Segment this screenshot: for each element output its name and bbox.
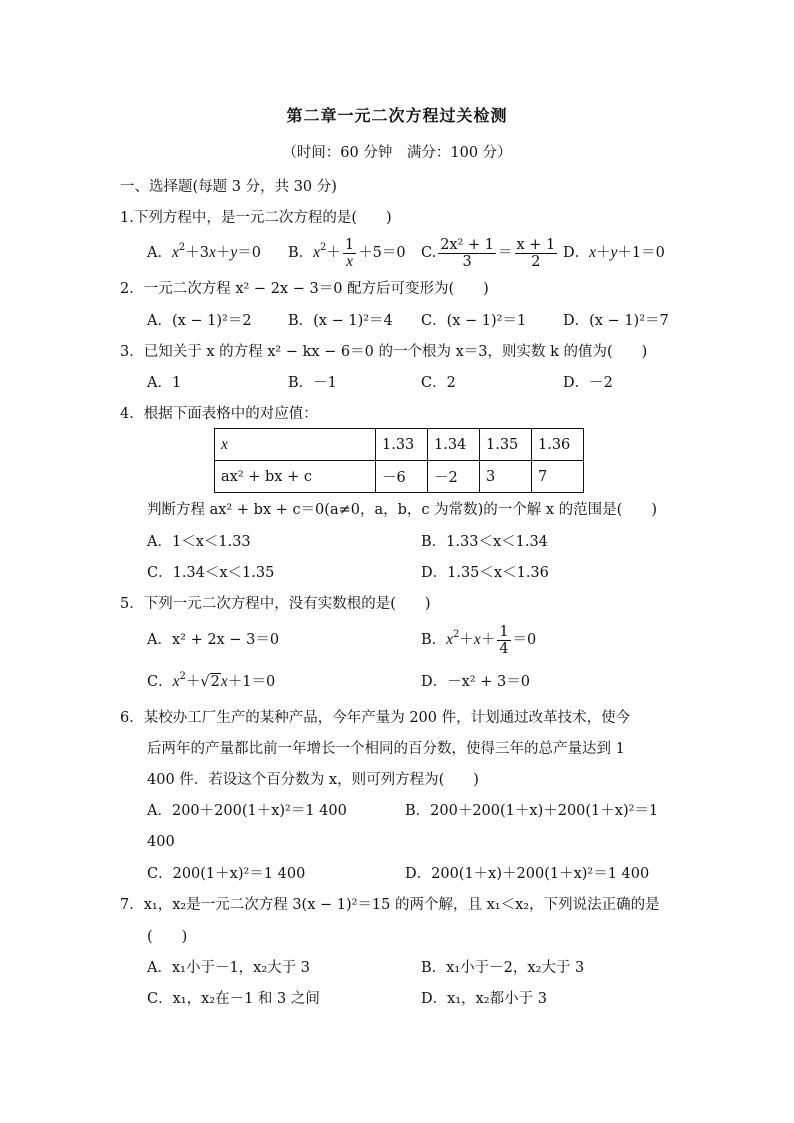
q6-option-c: C．200(1＋x)²＝1 400 — [147, 866, 306, 882]
table-cell: 1.34 — [428, 429, 480, 461]
q7-line-2: ( ) — [147, 929, 188, 945]
q7-line-1: 7．x₁，x₂是一元二次方程 3(x − 1)²＝15 的两个解，且 x₁＜x₂，下列说法正确的是 — [120, 897, 660, 913]
q6-line-3: 400 件．若设这个百分数为 x，则可列方程为( ) — [147, 772, 479, 788]
table-cell: 1.35 — [480, 429, 532, 461]
q1-option-b: B．$x^2+$ $\frac{1}{x}$ ＋5＝0 — [288, 236, 406, 270]
q4-option-d: D．1.35＜x＜1.36 — [421, 565, 549, 581]
q5-b-fraction: $\frac{1}{4}$ — [499, 623, 509, 657]
q2-option-d: D．(x − 1)²＝7 — [563, 313, 669, 329]
q3-option-c: C．2 — [421, 375, 456, 391]
q3-option-b: B．－1 — [288, 375, 337, 391]
q7-option-c: C．x₁，x₂在－1 和 3 之间 — [147, 991, 320, 1007]
table-row — [215, 429, 584, 461]
q6-line-1: 6．某校办工厂生产的某种产品，今年产量为 200 件，计划通过改革技术，使今 — [120, 710, 631, 726]
table-row — [215, 461, 584, 493]
q4-judge: 判断方程 ax² + bx + c＝0(a≠0，a，b，c 为常数)的一个解 x 的范围是( ) — [147, 502, 657, 518]
q6-option-b-continued: 400 — [147, 834, 175, 850]
q4-option-a: A．1＜x＜1.33 — [147, 534, 251, 550]
table-header-cell: x — [215, 429, 376, 461]
q1-b-fraction: $\frac{1}{x}$ — [344, 236, 355, 270]
q4-option-b: B．1.33＜x＜1.34 — [421, 534, 548, 550]
q3-stem: 3．已知关于 x 的方程 x² − kx − 6＝0 的一个根为 x＝3，则实数 k 的值为( ) — [120, 344, 648, 360]
table-cell: 1.36 — [532, 429, 584, 461]
q7-option-d: D．x₁，x₂都小于 3 — [421, 991, 547, 1007]
table-cell: －2 — [428, 461, 480, 493]
q5-option-b: B．$x^2+x+$ $\frac{1}{4}$ ＝0 — [421, 623, 537, 657]
q7-option-a: A．x₁小于－1，x₂大于 3 — [147, 960, 311, 976]
q2-option-c: C．(x − 1)²＝1 — [421, 313, 527, 329]
q6-option-a: A．200＋200(1＋x)²＝1 400 — [147, 803, 347, 819]
q6-option-d: D．200(1＋x)＋200(1＋x)²＝1 400 — [405, 866, 650, 882]
q1-stem: 1.下列方程中，是一元二次方程的是( ) — [120, 210, 392, 226]
q3-option-d: D．－2 — [563, 375, 613, 391]
q7-option-b: B．x₁小于－2，x₂大于 3 — [421, 960, 585, 976]
q6-option-b: B．200＋200(1＋x)＋200(1＋x)²＝1 — [405, 803, 659, 819]
table-cell: 7 — [532, 461, 584, 493]
q4-option-c: C．1.34＜x＜1.35 — [147, 565, 275, 581]
q3-option-a: A．1 — [147, 375, 182, 391]
q1-option-c: C. $\frac{\text{2x² + 1}}{3}$ ＝ $\frac{x + 1}{2}$ — [421, 236, 556, 270]
table-cell: －6 — [376, 461, 428, 493]
q5-option-d: D．－x² + 3＝0 — [421, 674, 530, 690]
q1-option-a: A．$x^2+3x+y=0$ — [147, 242, 261, 261]
q4-stem: 4．根据下面表格中的对应值： — [120, 406, 318, 422]
q2-option-a: A．(x − 1)²＝2 — [147, 313, 252, 329]
q5-stem: 5．下列一元二次方程中，没有实数根的是( ) — [120, 596, 431, 612]
table-cell: 1.33 — [376, 429, 428, 461]
section-heading: 一、选择题(每题 3 分，共 30 分) — [120, 179, 337, 195]
page-title: 第二章一元二次方程过关检测 — [286, 106, 508, 125]
value-table — [214, 428, 584, 493]
q6-line-2: 后两年的产量都比前一年增长一个相同的百分数，使得三年的总产量达到 1 — [147, 741, 625, 757]
q1-option-d: D．x＋y＋1＝0 — [563, 244, 665, 261]
table-header-cell: ax² + bx + c — [215, 461, 376, 493]
q5-option-c: C．$x^2+√2x+1=0$ — [147, 671, 276, 690]
q5-option-a: A．x² + 2x − 3＝0 — [147, 632, 280, 648]
q2-option-b: B．(x − 1)²＝4 — [288, 313, 393, 329]
exam-info: （时间：60 分钟 满分：100 分） — [282, 145, 512, 161]
q2-stem: 2．一元二次方程 x² − 2x − 3＝0 配方后可变形为( ) — [120, 281, 489, 297]
table-cell: 3 — [480, 461, 532, 493]
